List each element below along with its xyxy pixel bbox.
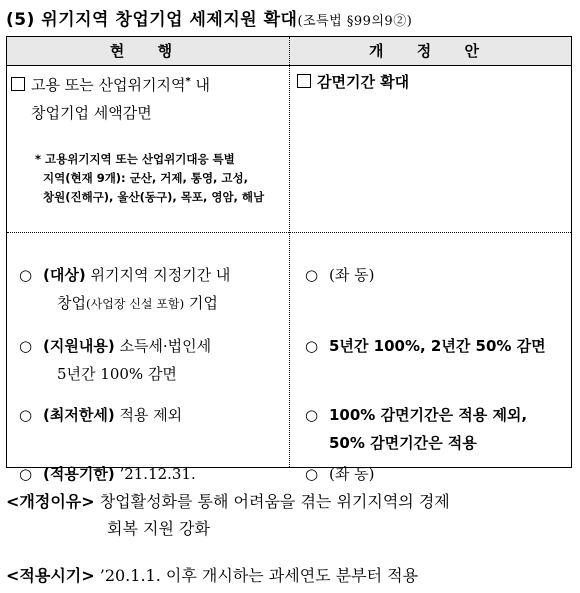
target-label: (대상): [43, 266, 86, 284]
support-text-2: 5년간 100% 감면: [57, 365, 177, 383]
footnote-line-3: 창원(진해구), 울산(동구), 목포, 영암, 해남: [43, 190, 265, 204]
bullet-icon: ○: [305, 266, 319, 284]
section-title: (5) 위기지역 창업기업 세제지원 확대: [6, 10, 298, 30]
section-heading: [6, 5, 412, 30]
checkbox-square-icon: [11, 77, 25, 91]
proposed-min-text-2: 50% 감면기간은 적용: [329, 434, 477, 452]
proposed-deadline-text: (좌 동): [329, 465, 375, 483]
target-text-2c: 기업: [184, 294, 218, 312]
timing-section: [6, 562, 580, 589]
support-text: 소득세·법인세: [114, 337, 212, 355]
comparison-table: [6, 36, 572, 483]
bullet-icon: ○: [19, 406, 33, 424]
timing-text: ’20.1.1. 이후 개시하는 과세연도 분부터 적용: [94, 566, 419, 585]
bullet-icon: ○: [305, 337, 319, 355]
header-current: 현 행: [109, 42, 187, 60]
item1-line2: 창업기업 세액감면: [31, 104, 152, 122]
deadline-text: ’21.12.31.: [114, 465, 196, 483]
min-tax-text: 적용 제외: [114, 406, 183, 424]
bullet-icon: ○: [305, 465, 319, 483]
proposed-min-text-1: 100% 감면기간은 적용 제외,: [329, 406, 528, 424]
proposed-support-text: 5년간 100%, 2년간 50% 감면: [329, 337, 546, 355]
checkbox-square-icon: [297, 74, 311, 88]
proposed-target-text: (좌 동): [329, 266, 375, 284]
proposed-item-1: [297, 68, 409, 96]
min-tax-label: (최저한세): [43, 406, 115, 424]
bullet-icon: ○: [305, 406, 319, 424]
header-proposed: 개 정 안: [369, 42, 493, 60]
target-text-2b: (사업장 신설 포함): [85, 297, 185, 311]
footnote: [35, 150, 264, 207]
item1-tail: 내: [190, 76, 210, 94]
reason-text-2: 회복 지원 강화: [107, 519, 210, 538]
proposed-min-tax: [305, 401, 527, 457]
proposed-target: [305, 261, 374, 289]
footnote-line-1: * 고용위기지역 또는 산업위기대응 특별: [35, 152, 235, 166]
current-item-1: [11, 68, 210, 127]
reason-text: 창업활성화를 통해 어려움을 겪는 위기지역의 경제: [94, 492, 450, 511]
proposed-column: [291, 66, 571, 483]
deadline-label: (적용기한): [43, 465, 115, 483]
timing-label: <적용시기>: [6, 566, 95, 585]
column-divider: [289, 37, 290, 467]
bullet-icon: ○: [19, 266, 33, 284]
current-support: [19, 332, 211, 388]
current-target: [19, 261, 230, 318]
reason-section: [6, 488, 580, 542]
item1-text: 고용 또는 산업위기지역: [31, 76, 186, 94]
bullet-icon: ○: [19, 465, 33, 483]
footnote-mark: *: [185, 76, 191, 87]
target-text: 위기지역 지정기간 내: [85, 266, 231, 284]
current-column: [7, 66, 289, 483]
current-min-tax: [19, 401, 182, 429]
law-reference: (조특법 §99의9②): [297, 14, 413, 29]
proposed-support: [305, 332, 546, 360]
proposed-deadline: [305, 460, 374, 488]
footnote-line-2: 지역(현재 9개): 군산, 거제, 통영, 고성,: [43, 171, 249, 185]
reason-label: <개정이유>: [6, 492, 95, 511]
proposed-item1-text: 감면기간 확대: [317, 73, 410, 91]
target-text-2a: 창업: [57, 294, 86, 312]
support-label: (지원내용): [43, 337, 115, 355]
current-deadline: [19, 460, 196, 488]
bullet-icon: ○: [19, 337, 33, 355]
